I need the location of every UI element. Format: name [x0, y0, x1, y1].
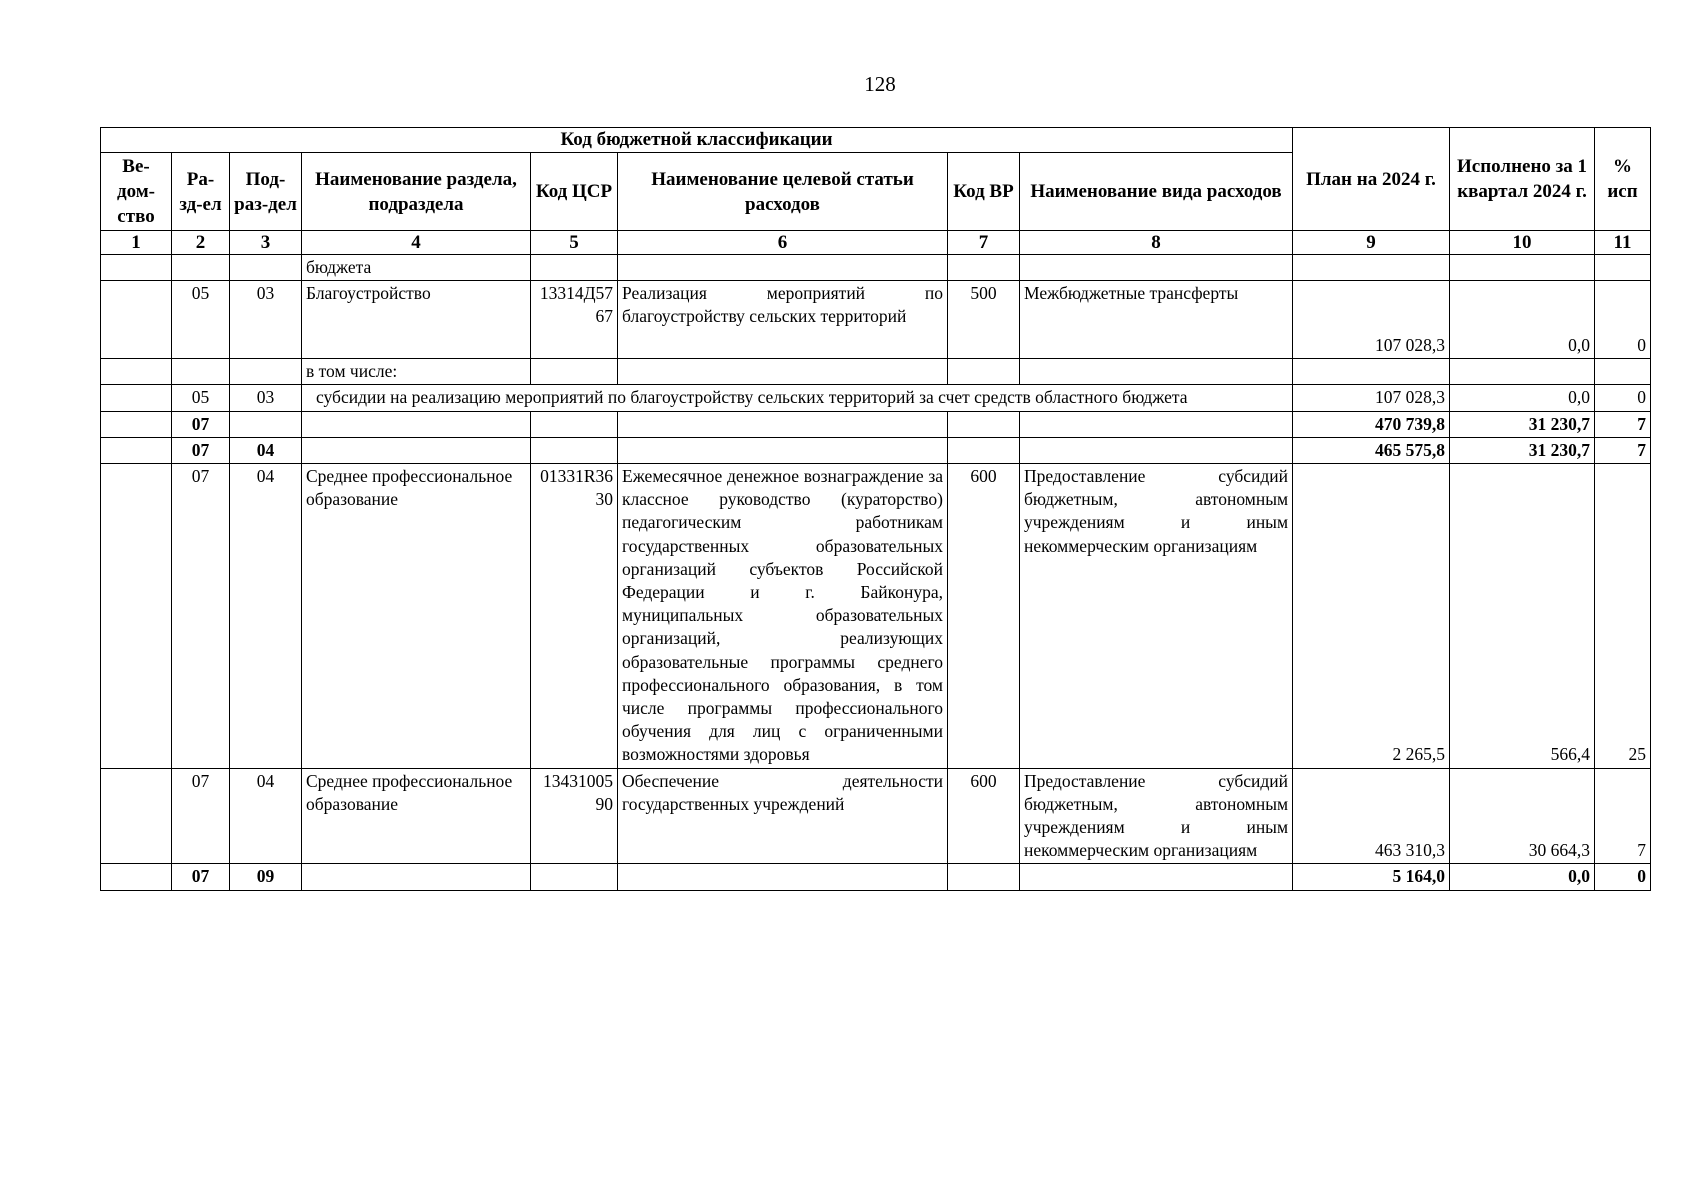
razdel-header: Ра-зд-ел [172, 153, 230, 231]
section-name-cell: бюджета [302, 255, 531, 281]
target-item-name-header: Наименование целевой статьи расходов [618, 153, 948, 231]
done-value-cell: 31 230,7 [1450, 437, 1595, 463]
percent-value-cell: 0 [1595, 864, 1651, 890]
podrazdel-cell: 03 [230, 385, 302, 411]
column-number: 5 [531, 231, 618, 255]
percent-value-cell: 25 [1595, 464, 1651, 769]
podrazdel-cell: 04 [230, 464, 302, 769]
column-number: 11 [1595, 231, 1651, 255]
column-number: 8 [1020, 231, 1293, 255]
percent-value-cell: 0 [1595, 385, 1651, 411]
column-number: 3 [230, 231, 302, 255]
podrazdel-cell: 09 [230, 864, 302, 890]
table-row [101, 864, 1651, 890]
csr-code-cell: 01331R3630 [531, 464, 618, 769]
table-row [101, 768, 1651, 864]
column-number: 7 [948, 231, 1020, 255]
percent-value-cell: 7 [1595, 411, 1651, 437]
page-number: 128 [864, 72, 896, 96]
vr-code-cell: 500 [948, 281, 1020, 359]
done-value-cell: 0,0 [1450, 385, 1595, 411]
plan-value-cell: 470 739,8 [1293, 411, 1450, 437]
column-number: 10 [1450, 231, 1595, 255]
done-value-cell: 0,0 [1450, 281, 1595, 359]
table-row [101, 437, 1651, 463]
table-row [101, 255, 1651, 281]
expense-type-name-cell: Межбюджетные трансферты [1020, 281, 1293, 359]
column-number-row [101, 231, 1651, 255]
target-item-name-cell: Обеспечение деятельности государственных учреждений [618, 768, 948, 864]
vr-code-cell: 600 [948, 464, 1020, 769]
done-value-cell: 31 230,7 [1450, 411, 1595, 437]
csr-code-cell: 13314Д5767 [531, 281, 618, 359]
expense-type-name-cell: Предоставление субсидий бюджетным, автономным учреждениям и иным некоммерческим организациям [1020, 464, 1293, 769]
vr-code-header: Код ВР [948, 153, 1020, 231]
razdel-cell: 07 [172, 864, 230, 890]
razdel-cell: 07 [172, 437, 230, 463]
expense-type-name-header: Наименование вида расходов [1020, 153, 1293, 231]
budget-table [100, 127, 1651, 891]
plan-value-cell: 463 310,3 [1293, 768, 1450, 864]
done-value-cell: 0,0 [1450, 864, 1595, 890]
table-row [101, 411, 1651, 437]
plan-value-cell: 107 028,3 [1293, 281, 1450, 359]
plan-value-cell: 5 164,0 [1293, 864, 1450, 890]
column-number: 6 [618, 231, 948, 255]
plan-header: План на 2024 г. [1293, 128, 1450, 231]
column-number: 1 [101, 231, 172, 255]
razdel-cell: 05 [172, 385, 230, 411]
razdel-cell: 05 [172, 281, 230, 359]
section-name-cell: в том числе: [302, 359, 531, 385]
target-item-name-cell: Реализация мероприятий по благоустройству сельских территорий [618, 281, 948, 359]
plan-value-cell: 465 575,8 [1293, 437, 1450, 463]
podrazdel-header: Под-раз-дел [230, 153, 302, 231]
razdel-cell: 07 [172, 411, 230, 437]
budget-classification-header: Код бюджетной классификации [101, 128, 1293, 153]
done-value-cell: 30 664,3 [1450, 768, 1595, 864]
podrazdel-cell: 04 [230, 437, 302, 463]
column-number: 9 [1293, 231, 1450, 255]
vr-code-cell: 600 [948, 768, 1020, 864]
column-number: 4 [302, 231, 531, 255]
csr-code-header: Код ЦСР [531, 153, 618, 231]
section-name-header: Наименование раздела, подраздела [302, 153, 531, 231]
podrazdel-cell: 03 [230, 281, 302, 359]
header-row-group [101, 128, 1651, 153]
razdel-cell: 07 [172, 464, 230, 769]
section-name-cell: Благоустройство [302, 281, 531, 359]
table-row [101, 359, 1651, 385]
section-name-cell: Среднее профессиональное образование [302, 768, 531, 864]
percent-header: % исп [1595, 128, 1651, 231]
csr-code-cell: 1343100590 [531, 768, 618, 864]
percent-value-cell: 0 [1595, 281, 1651, 359]
podrazdel-cell: 04 [230, 768, 302, 864]
column-number: 2 [172, 231, 230, 255]
razdel-cell: 07 [172, 768, 230, 864]
table-row [101, 385, 1651, 411]
plan-value-cell: 107 028,3 [1293, 385, 1450, 411]
done-header: Исполнено за 1 квартал 2024 г. [1450, 128, 1595, 231]
expense-type-name-cell: Предоставление субсидий бюджетным, автономным учреждениям и иным некоммерческим организациям [1020, 768, 1293, 864]
done-value-cell: 566,4 [1450, 464, 1595, 769]
subsidy-description-cell: субсидии на реализацию мероприятий по благоустройству сельских территорий за счет средств областного бюджета [302, 385, 1293, 411]
target-item-name-cell: Ежемесячное денежное вознаграждение за классное руководство (кураторство) педагогическим работникам государственных образовательных организаций субъектов Российской Федерации и г. Байконура, муниципальных образовательных организаций, реализующих образовательные программы среднего профессионального образования, в том числе программы профессионального обучения для лиц с ограниченными возможностями здоровья [618, 464, 948, 769]
percent-value-cell: 7 [1595, 437, 1651, 463]
plan-value-cell: 2 265,5 [1293, 464, 1450, 769]
percent-value-cell: 7 [1595, 768, 1651, 864]
table-row [101, 281, 1651, 359]
table-row [101, 464, 1651, 769]
section-name-cell: Среднее профессиональное образование [302, 464, 531, 769]
vedomstvo-header: Ве-дом-ство [101, 153, 172, 231]
